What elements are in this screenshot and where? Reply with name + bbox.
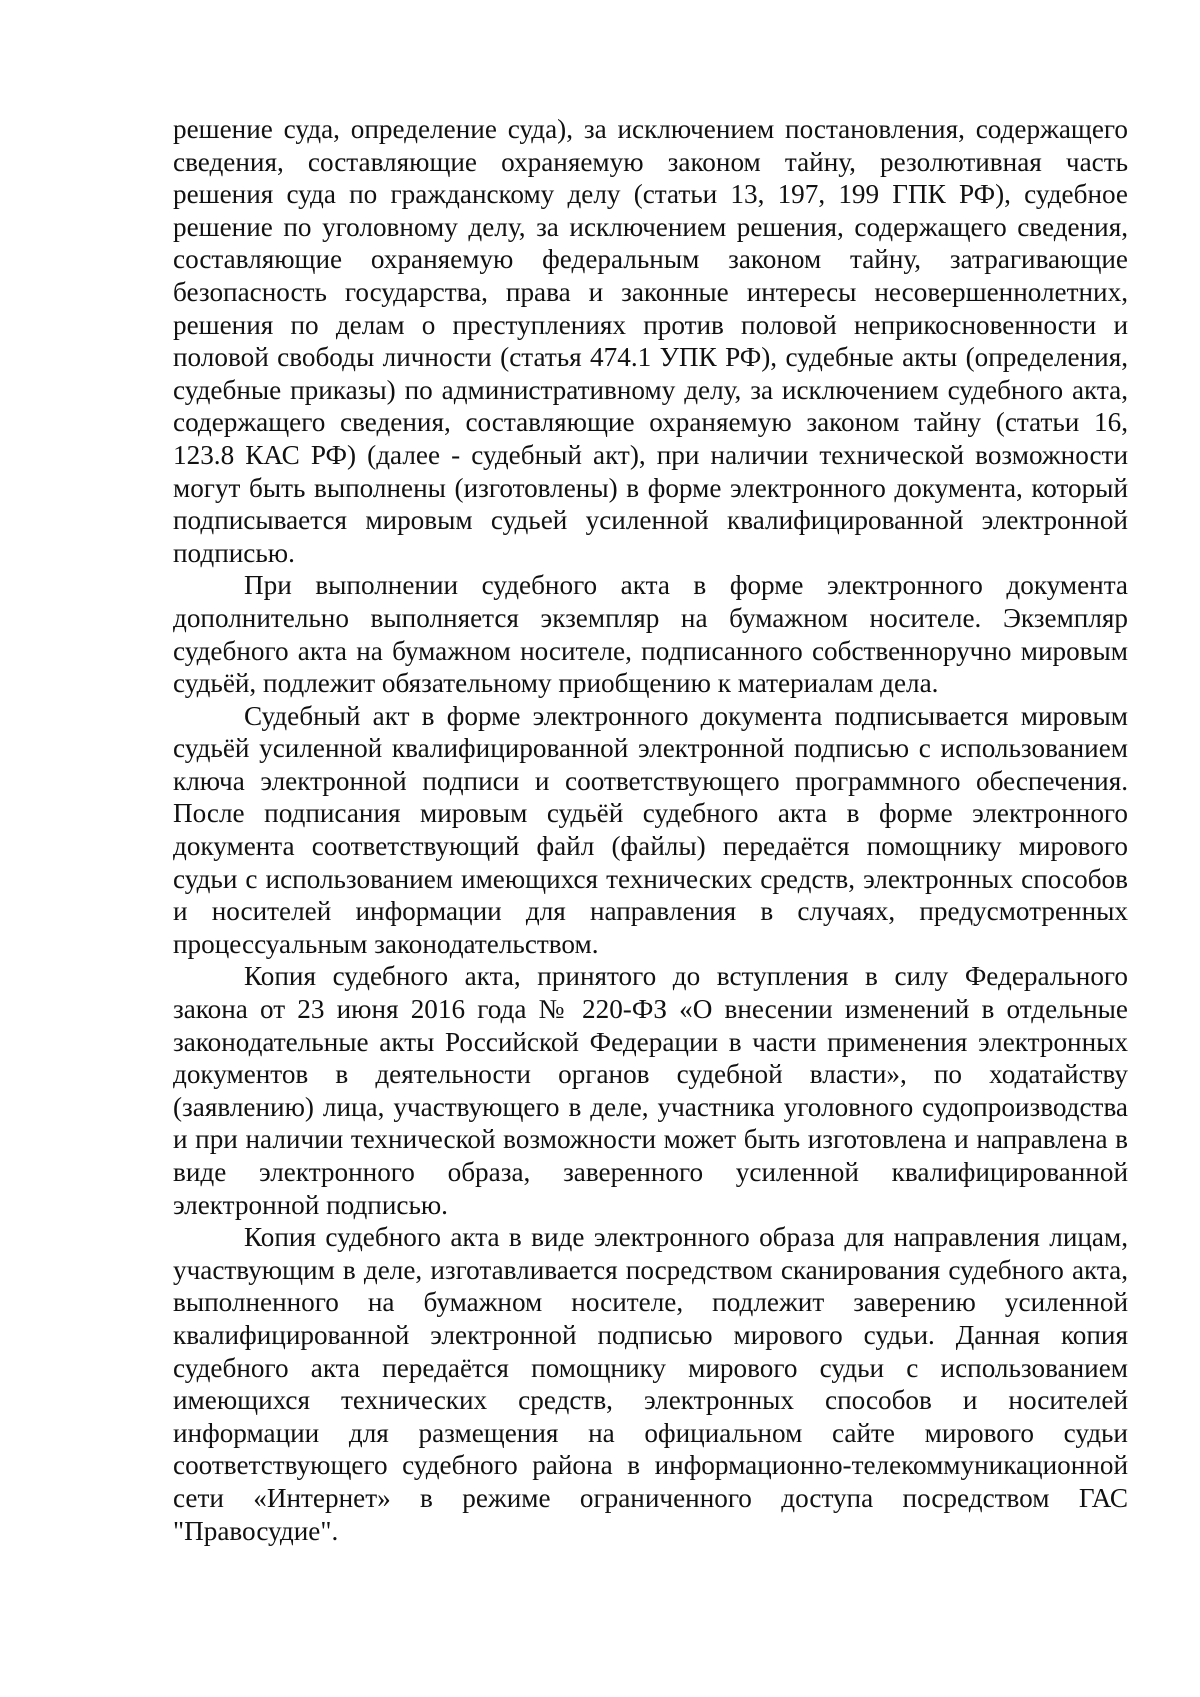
paragraph-electronic-signature: Судебный акт в форме электронного документа подписывается мировым судьёй усиленной квалифицированной электронной подписью с использованием ключа электронной подписи и соответствующего программного обеспечения. После подписания мировым судьёй судебного акта в форме электронного документа соответствующий файл (файлы) передаётся помощнику мирового судьи с использованием имеющихся технических средств, электронных способов и носителей информации для направления в случаях, предусмотренных процессуальным законодательством. [173,700,1128,959]
paragraph-copy-before-law: Копия судебного акта, принятого до вступления в силу Федерального закона от 23 июня 2016 года № 220-ФЗ «О внесении изменений в отдельные законодательные акты Российской Федерации в части применения электронных документов в деятельности органов судебной власти», по ходатайству (заявлению) лица, участвующего в деле, участника уголовного судопроизводства и при наличии технической возможности может быть изготовлена и направлена в виде электронного образа, заверенного усиленной квалифицированной электронной подписью. [173,961,1128,1220]
paragraph-electronic-image: Копия судебного акта в виде электронного образа для направления лицам, участвующим в деле, изготавливается посредством сканирования судебного акта, выполненного на бумажном носителе, подлежит заверению усиленной квалифицированной электронной подписью мирового судьи. Данная копия судебного акта передаётся помощнику мирового судьи с использованием имеющихся технических средств, электронных способов и носителей информации для размещения на официальном сайте мирового судьи соответствующего судебного района в информационно-телекоммуникационной сети «Интернет» в режиме ограниченного доступа посредством ГАС "Правосудие". [173,1222,1128,1546]
paragraph-continuation: решение суда, определение суда), за исключением постановления, содержащего сведения, составляющие охраняемую законом тайну, резолютивная часть решения суда по гражданскому делу (статьи 13, 197, 199 ГПК РФ), судебное решение по уголовному делу, за исключением решения, содержащего сведения, составляющие охраняемую федеральным законом тайну, затрагивающие безопасность государства, права и законные интересы несовершеннолетних, решения по делам о преступлениях против половой неприкосновенности и половой свободы личности (статья 474.1 УПК РФ), судебные акты (определения, судебные приказы) по административному делу, за исключением судебного акта, содержащего сведения, составляющие охраняемую законом тайну (статьи 16, 123.8 КАС РФ) (далее - судебный акт), при наличии технической возможности могут быть выполнены (изготовлены) в форме электронного документа, который подписывается мировым судьей усиленной квалифицированной электронной подписью. [173,114,1128,568]
document-body [173,113,1128,1547]
paragraph-paper-copy: При выполнении судебного акта в форме электронного документа дополнительно выполняется экземпляр на бумажном носителе. Экземпляр судебного акта на бумажном носителе, подписанного собственноручно мировым судьёй, подлежит обязательному приобщению к материалам дела. [173,570,1128,699]
